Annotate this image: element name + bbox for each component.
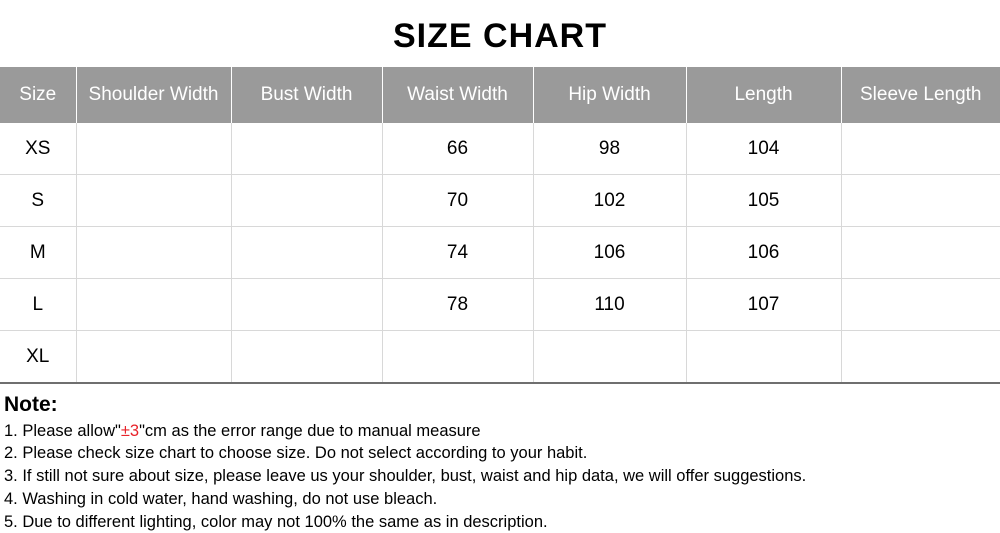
- cell-hip: 98: [533, 123, 686, 175]
- cell-length: 106: [686, 227, 841, 279]
- cell-shoulder: [76, 175, 231, 227]
- cell-sleeve: [841, 331, 1000, 384]
- cell-shoulder: [76, 279, 231, 331]
- cell-waist: 78: [382, 279, 533, 331]
- note-line-1: [4, 420, 996, 443]
- note-1-suffix: "cm as the error range due to manual measure: [139, 421, 481, 440]
- cell-length: [686, 331, 841, 384]
- cell-hip: 110: [533, 279, 686, 331]
- column-header-size: Size: [0, 67, 76, 123]
- column-header-length: Length: [686, 67, 841, 123]
- cell-shoulder: [76, 123, 231, 175]
- cell-bust: [231, 123, 382, 175]
- table-row: [0, 123, 1000, 175]
- table-row: [0, 279, 1000, 331]
- column-header-sleeve-length: Sleeve Length: [841, 67, 1000, 123]
- cell-waist: 74: [382, 227, 533, 279]
- cell-sleeve: [841, 175, 1000, 227]
- cell-sleeve: [841, 279, 1000, 331]
- cell-waist: [382, 331, 533, 384]
- cell-size: S: [0, 175, 76, 227]
- column-header-waist-width: Waist Width: [382, 67, 533, 123]
- note-1-prefix: 1. Please allow": [4, 421, 121, 440]
- cell-size: M: [0, 227, 76, 279]
- table-header-row: [0, 67, 1000, 123]
- cell-length: 104: [686, 123, 841, 175]
- table-row: [0, 175, 1000, 227]
- cell-hip: [533, 331, 686, 384]
- page-title: SIZE CHART: [393, 17, 607, 55]
- notes-heading: Note:: [4, 393, 58, 417]
- cell-shoulder: [76, 227, 231, 279]
- column-header-hip-width: Hip Width: [533, 67, 686, 123]
- cell-size: L: [0, 279, 76, 331]
- cell-sleeve: [841, 227, 1000, 279]
- tolerance-value: ±3: [120, 421, 140, 440]
- column-header-bust-width: Bust Width: [231, 67, 382, 123]
- cell-size: XS: [0, 123, 76, 175]
- cell-length: 105: [686, 175, 841, 227]
- table-row: [0, 331, 1000, 384]
- cell-hip: 102: [533, 175, 686, 227]
- cell-bust: [231, 175, 382, 227]
- cell-length: 107: [686, 279, 841, 331]
- size-chart-table: [0, 67, 1000, 384]
- cell-bust: [231, 227, 382, 279]
- cell-hip: 106: [533, 227, 686, 279]
- note-line-4: 4. Washing in cold water, hand washing, do not use bleach.: [4, 489, 438, 508]
- notes-section: [0, 384, 1000, 533]
- cell-waist: 70: [382, 175, 533, 227]
- cell-bust: [231, 279, 382, 331]
- cell-sleeve: [841, 123, 1000, 175]
- note-line-2: 2. Please check size chart to choose size. Do not select according to your habit.: [4, 444, 588, 463]
- cell-size: XL: [0, 331, 76, 384]
- cell-shoulder: [76, 331, 231, 384]
- note-line-3: 3. If still not sure about size, please leave us your shoulder, bust, waist and hip data, we will offer suggestions.: [4, 467, 807, 486]
- note-line-5: 5. Due to different lighting, color may not 100% the same as in description.: [4, 512, 548, 531]
- column-header-shoulder-width: Shoulder Width: [76, 67, 231, 123]
- cell-bust: [231, 331, 382, 384]
- cell-waist: 66: [382, 123, 533, 175]
- table-row: [0, 227, 1000, 279]
